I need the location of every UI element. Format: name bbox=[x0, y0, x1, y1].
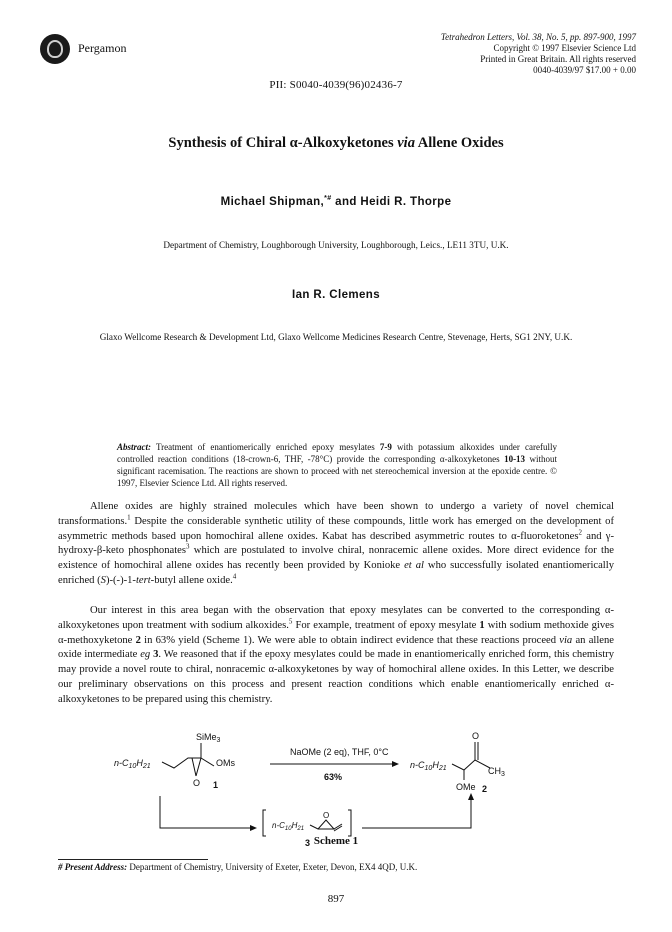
carbonyl-o-label: O bbox=[472, 731, 480, 741]
paragraph-1 bbox=[58, 500, 614, 589]
footnote-label: # Present Address: bbox=[58, 862, 128, 872]
journal-info bbox=[441, 32, 636, 76]
pii: PII: S0040-4039(96)02436-7 bbox=[269, 79, 403, 91]
allene-oxide-o-label: O bbox=[323, 811, 330, 820]
scheme-caption: Scheme 1 bbox=[313, 835, 359, 847]
reagents-label: NaOMe (2 eq), THF, 0°C bbox=[290, 747, 389, 757]
journal-line: Tetrahedron Letters, Vol. 38, No. 5, pp. 897-900, 1997 bbox=[440, 32, 636, 42]
footnote-text: Department of Chemistry, University of Exeter, Exeter, Devon, EX4 4QD, U.K. bbox=[129, 862, 418, 872]
issn-line: 0040-4039/97 $17.00 + 0.00 bbox=[533, 65, 636, 75]
printed-line: Printed in Great Britain. All rights reserved bbox=[480, 54, 636, 64]
abstract bbox=[117, 441, 557, 489]
chain-label-1: $n-C_{10}H_{21}$ bbox=[114, 758, 151, 770]
chain-label-3: $n-C_{10}H_{21}$ bbox=[272, 821, 305, 832]
compound-1-number: 1 bbox=[213, 780, 219, 790]
page-number: 897 bbox=[327, 893, 345, 905]
paper-title bbox=[0, 135, 672, 152]
authors-line-1 bbox=[0, 196, 672, 208]
title-text: Synthesis of Chiral α-Alkoxyketones via Allene Oxides bbox=[168, 135, 504, 151]
authors-text-1: Michael Shipman,*# and Heidi R. Thorpe bbox=[220, 195, 452, 208]
pergamon-logo bbox=[40, 34, 70, 64]
epoxide-o-label: O bbox=[193, 778, 201, 788]
compound-3-number: 3 bbox=[305, 838, 311, 848]
affiliation-2: Glaxo Wellcome Research & Development Ltd, Glaxo Wellcome Medicines Research Centre, Stevenage, Herts, SG1 2NY, U.K. bbox=[99, 332, 573, 342]
compound-2-number: 2 bbox=[482, 784, 488, 794]
publisher-name: Pergamon bbox=[78, 41, 127, 55]
authors-line-2: Ian R. Clemens bbox=[291, 289, 381, 301]
footnote-rule bbox=[58, 859, 208, 860]
abstract-label: Abstract: bbox=[117, 442, 152, 452]
footnote bbox=[58, 862, 417, 872]
paragraph-2-text: Our interest in this area began with the observation that epoxy mesylates can be converted to the corresponding α-alkoxyketones upon treatment with sodium alkoxides.$^5$ For example, treatment of epoxy mesylate 1 with sodium methoxide gives α-methoxyketone 2 in 63% yield (Scheme 1). We were able to obtain indirect evidence that these reactions proceed via an allene oxide intermediate eg 3. We reasoned that if the epoxy mesylates could be made in enantiomerically enriched form, this chemistry may provide a novel route to chiral, nonracemic α-alkoxyketones by way of homochiral allene oxides. In this Letter, we describe our preliminary observations on this process and present reaction conditions which enable enantiomerically enriched α-alkoxyketones to be prepared using this chemistry. bbox=[58, 605, 614, 705]
copyright-line: Copyright © 1997 Elsevier Science Ltd bbox=[493, 43, 636, 53]
paragraph-1-text: Allene oxides are highly strained molecules which have been shown to undergo a variety of novel chemical transformations.$^1$ Despite the considerable synthetic utility of these compounds, little work has emerged on the development of asymmetric methods based upon homochiral allene oxides. Kabat has described asymmetric routes to α-fluoroketones$^2$ and γ-hydroxy-β-keto phosphonates$^3$ which are postulated to involve chiral, nonracemic allene oxides. More direct evidence for the existence of homochiral allene oxides has recently been provided by Konioke et al who successfully isolated enantiomerically enriched (S)-(-)-1-tert-butyl allene oxide.$^4$ bbox=[58, 501, 614, 586]
chain-label-2: $n-C_{10}H_{21}$ bbox=[410, 760, 447, 772]
abstract-text: Treatment of enantiomerically enriched epoxy mesylates 7-9 with potassium alkoxides under carefully controlled reaction conditions (18-crown-6, THF, -78°C) provide the corresponding α-alkoxyketones 10-13 without significant racemisation. The reactions are shown to proceed with net stereochemical inversion at the epoxide centre. © 1997, Elsevier Science Ltd. All rights reserved. bbox=[117, 442, 557, 488]
paragraph-2 bbox=[58, 604, 614, 708]
yield-label: 63% bbox=[324, 772, 343, 782]
ch3-label: $CH_3$ bbox=[488, 766, 505, 778]
affiliation-1: Department of Chemistry, Loughborough University, Loughborough, Leics., LE11 3TU, U.K. bbox=[163, 240, 509, 250]
oms-label: OMs bbox=[216, 758, 235, 768]
sime3-label: SiMe$_3$ bbox=[196, 732, 221, 744]
ome-label: OMe bbox=[456, 782, 476, 792]
